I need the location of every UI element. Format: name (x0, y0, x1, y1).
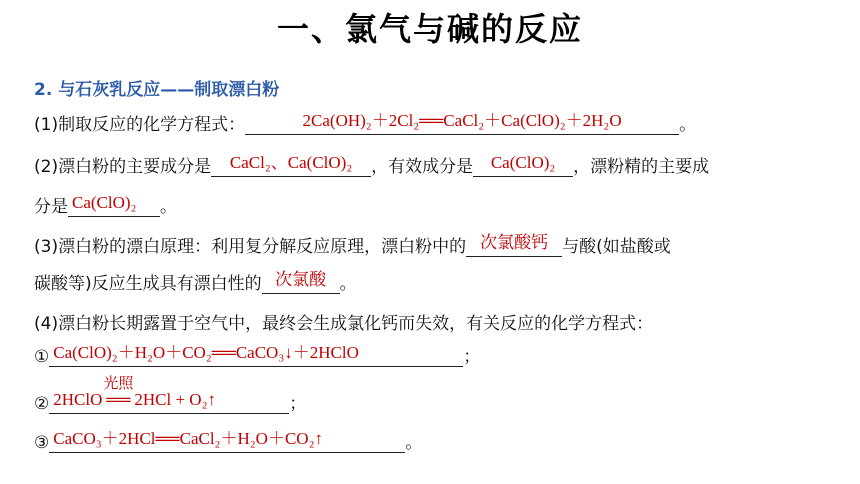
question-3-line2-suffix: 。 (339, 274, 357, 294)
answer-blank-4b (49, 374, 289, 414)
answer-2b: Ca(ClO)₂ (490, 153, 556, 172)
question-3-line2 (34, 269, 357, 294)
answer-blank-2a (211, 154, 371, 177)
answer-blank-2c (68, 194, 160, 217)
answer-4a: Ca(ClO)₂＋H₂O＋CO₂══CaCO₃↓＋2HClO (53, 343, 359, 362)
question-2-line2 (34, 192, 177, 217)
question-1-prefix: (1)制取反应的化学方程式： (34, 115, 246, 135)
equation-2-suffix: ； (289, 394, 307, 414)
question-2-line2-prefix: 分是 (34, 197, 68, 217)
question-3-prefix: (3)漂白粉的漂白原理：利用复分解反应原理，漂白粉中的 (34, 237, 467, 257)
answer-blank-1 (245, 112, 679, 135)
answer-3a: 次氯酸钙 (480, 233, 549, 253)
equation-1 (34, 342, 480, 367)
answer-blank-2b (473, 154, 573, 177)
answer-blank-4c (49, 430, 405, 453)
equation-3-suffix: 。 (405, 433, 423, 453)
answer-4c: CaCO₃＋2HCl══CaCl₂＋H₂O＋CO₂↑ (53, 429, 324, 448)
equation-3 (34, 428, 422, 453)
answer-1: 2Ca(OH)₂＋2Cl₂══CaCl₂＋Ca(ClO)₂＋2H₂O (302, 111, 622, 130)
question-2-suffix: ，漂粉精的主要成 (573, 157, 710, 177)
question-2-mid: ，有效成分是 (371, 157, 474, 177)
question-2 (34, 152, 709, 177)
equation-2-right: 2HCl + O₂↑ (134, 390, 217, 409)
question-2-line2-suffix: 。 (160, 197, 177, 217)
question-1 (34, 110, 696, 135)
question-2-prefix: (2)漂白粉的主要成分是 (34, 157, 212, 177)
question-3-line2-prefix: 碳酸等)反应生成具有漂白性的 (34, 274, 262, 294)
equation-3-marker: ③ (34, 433, 50, 453)
section-subtitle: 2. 与石灰乳反应——制取漂白粉 (34, 80, 280, 100)
equation-2-arrow: 光照 ══ (103, 374, 134, 409)
answer-blank-3b (262, 271, 340, 294)
equation-1-suffix: ； (463, 347, 481, 367)
answer-2c: Ca(ClO)₂ (72, 193, 137, 212)
question-1-suffix: 。 (679, 115, 697, 135)
question-3 (34, 232, 671, 257)
answer-3b: 次氯酸 (275, 270, 327, 290)
page-title: 一、氯气与碱的反应 (276, 10, 583, 48)
question-4: (4)漂白粉长期露置于空气中，最终会生成氯化钙而失效，有关反应的化学方程式： (34, 314, 654, 334)
equation-2-marker: ② (34, 394, 50, 414)
answer-blank-4a (49, 344, 463, 367)
question-3-suffix: 与酸(如盐酸或 (562, 237, 671, 257)
answer-2a: CaCl₂、Ca(ClO)₂ (229, 153, 353, 172)
equation-1-marker: ① (34, 347, 50, 367)
equation-2 (34, 374, 307, 414)
answer-4b (49, 374, 289, 410)
answer-blank-3a (466, 234, 562, 257)
equation-2-condition: 光照 (103, 374, 134, 392)
equation-2-left: 2HClO (53, 390, 103, 409)
